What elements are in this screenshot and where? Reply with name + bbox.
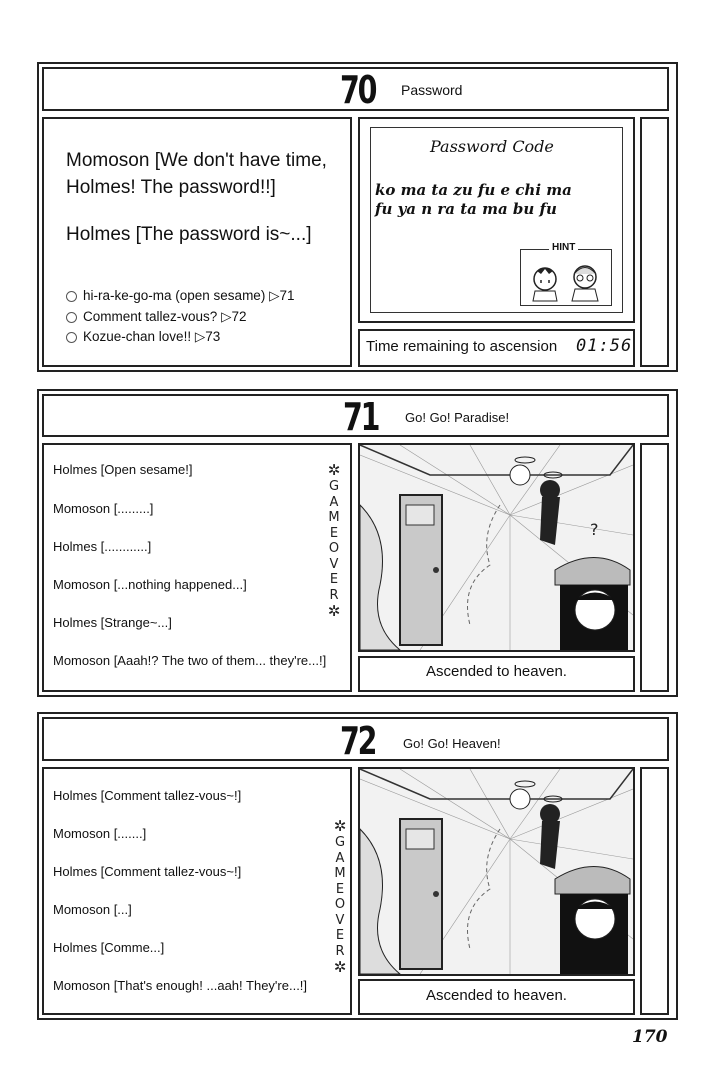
circle-bullet-icon (66, 312, 77, 323)
dialogue-line: Holmes [Comment tallez-vous~!] (53, 788, 242, 803)
panel-title: Go! Go! Paradise! (405, 410, 510, 425)
game-over-text: GAME OVER (328, 479, 340, 603)
gear-icon: ✲ (333, 817, 347, 835)
panel-title: Password (401, 82, 463, 98)
dialogue-line: Momoson [.......] (53, 826, 147, 841)
ascension-scene-image (360, 445, 633, 650)
panel-72-side-strip (640, 767, 669, 1015)
dialogue-line: Momoson [...nothing happened...] (53, 577, 247, 592)
gear-icon: ✲ (327, 461, 341, 479)
dialogue-line: Momoson [.........] (53, 501, 154, 516)
panel-71-side-strip (640, 443, 669, 692)
page-number: 170 (632, 1027, 668, 1047)
panel-number: 71 (343, 395, 379, 439)
hint-label: HINT (549, 242, 578, 253)
dialogue-line: Holmes [The password is~...] (66, 224, 312, 245)
password-code-line: ko ma ta zu fu e chi ma (375, 181, 572, 199)
dialogue-line: Holmes [Open sesame!] (53, 462, 193, 477)
hint-characters-image (523, 255, 609, 303)
dialogue-line: Momoson [We don't have time, (66, 150, 327, 171)
choice-option-comment-tallez-vous[interactable]: Comment tallez-vous? ▷72 (66, 309, 246, 325)
gear-icon: ✲ (327, 602, 341, 620)
circle-bullet-icon (66, 332, 77, 343)
caption-text: Ascended to heaven. (426, 663, 567, 680)
gear-icon: ✲ (333, 958, 347, 976)
panel-71-illustration (358, 443, 635, 652)
circle-bullet-icon (66, 291, 77, 302)
dialogue-line: Holmes! The password!!] (66, 177, 276, 198)
dialogue-line: Holmes [Comment tallez-vous~!] (53, 864, 242, 879)
ascension-scene-image (360, 769, 633, 974)
dialogue-line: Holmes [Strange~...] (53, 615, 172, 630)
panel-number: 72 (340, 719, 376, 763)
password-code-line: fu ya n ra ta ma bu fu (375, 200, 557, 218)
caption-text: Ascended to heaven. (426, 987, 567, 1004)
dialogue-line: Holmes [............] (53, 539, 152, 554)
dialogue-line: Momoson [Aaah!? The two of them... they're...!] (53, 653, 327, 668)
choice-option-open-sesame[interactable]: hi-ra-ke-go-ma (open sesame) ▷71 (66, 288, 294, 304)
timer-value: 01:56 (576, 336, 633, 356)
timer-label: Time remaining to ascension (366, 338, 558, 355)
dialogue-line: Holmes [Comme...] (53, 940, 165, 955)
dialogue-line: Momoson [That's enough! ...aah! They're...!] (53, 978, 308, 993)
dialogue-line: Momoson [...] (53, 902, 132, 917)
choice-option-kozue-chan-love[interactable]: Kozue-chan love!! ▷73 (66, 329, 220, 345)
panel-70-side-strip (640, 117, 669, 367)
panel-72-illustration (358, 767, 635, 976)
password-code-title: Password Code (430, 137, 554, 156)
game-over-text: GAME OVER (334, 835, 346, 959)
panel-title: Go! Go! Heaven! (403, 736, 501, 751)
game-over-label (329, 818, 351, 976)
svg-text:?: ? (590, 520, 599, 539)
game-over-label (323, 462, 345, 620)
panel-number: 70 (340, 68, 376, 112)
